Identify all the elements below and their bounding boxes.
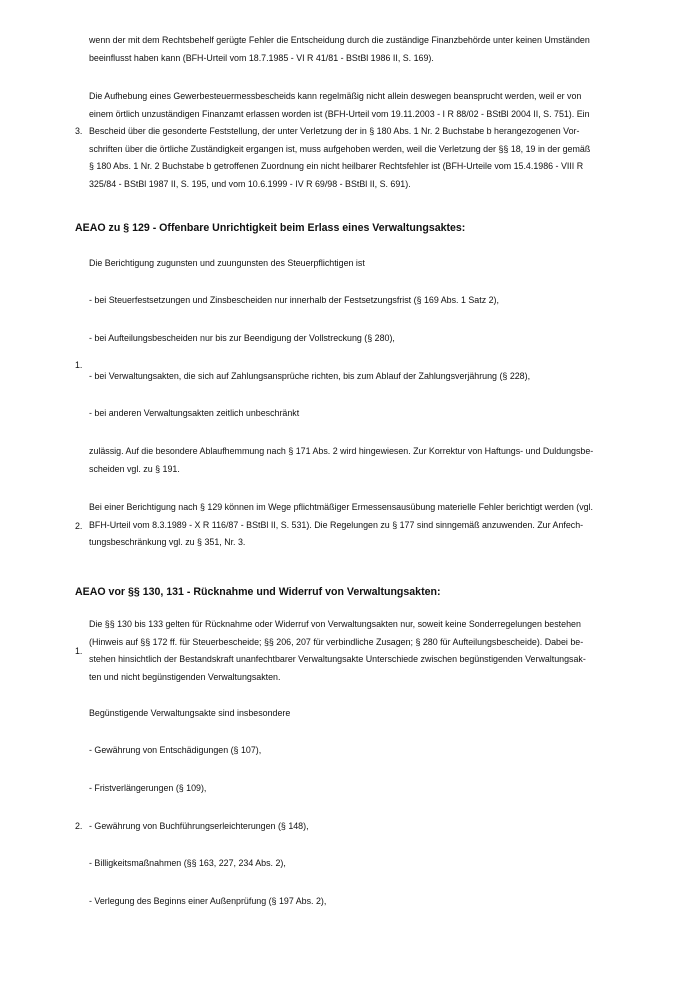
section130-bullet-5: - Verlegung des Beginns einer Außenprüfung (§ 197 Abs. 2), [89,896,327,906]
item-number-3: 3. [75,126,83,136]
paragraph-continuation: wenn der mit dem Rechtsbehelf gerügte Fehler die Entscheidung durch die zuständige Finanzbehörde unter keinen Umständen beeinflusst haben kann (BFH-Urteil vom 18.7.1985 - VI R 41/81 - BStBl 1986 II, S. 169). [89,35,590,63]
item-number-1: 1. [75,360,83,370]
section129-bullet-2: - bei Aufteilungsbescheiden nur bis zur Beendigung der Vollstreckung (§ 280), [89,333,395,343]
item-number-1: 1. [75,646,83,656]
section130-bullet-3: - Gewährung von Buchführungserleichterungen (§ 148), [89,821,309,831]
section129-bullet-1: - bei Steuerfestsetzungen und Zinsbescheiden nur innerhalb der Festsetzungsfrist (§ 169 Abs. 1 Satz 2), [89,295,499,305]
section130-paragraph-1: Die §§ 130 bis 133 gelten für Rücknahme oder Widerruf von Verwaltungsakten nur, soweit keine Sonderregelungen bestehen (Hinweis auf §§ 172 ff. für Steuerbescheide; §§ 206, 207 für verbindliche Zusagen; § 280 für Aufteilungsbescheide). Dabei be- stehen hinsichtlich der Bestandskraft unanfechtbarer Verwaltungsakte Unterschiede zwischen begünstigenden Verwaltungsak- ten und nicht begünstigenden Verwaltungsakten. [89,619,586,682]
section129-paragraph-2: Bei einer Berichtigung nach § 129 können im Wege pflichtmäßiger Ermessensausübung materielle Fehler berichtigt werden (vgl. BFH-Urteil vom 8.3.1989 - X R 116/87 - BStBl II, S. 531). Die Regelungen zu § 177 sind sinngemäß anzuwenden. Zur Anfech- tungsbeschränkung vgl. zu § 351, Nr. 3. [89,502,594,547]
paragraph-3: Die Aufhebung eines Gewerbesteuermessbescheids kann regelmäßig nicht allein deswegen beansprucht werden, weil er von einem örtlich unzuständigen Finanzamt erlassen worden ist (BFH-Urteil vom 19.11.2003 - I R 88/02 - BStBl 2004 II, S. 751). Ein Bescheid über die gesonderte Feststellung, der unter Verletzung der in § 180 Abs. 1 Nr. 2 Buchstabe b herangezogenen Vor- schriften über die örtliche Zuständigkeit ergangen ist, muss aufgehoben werden, weil die Verletzung der §§ 18, 19 in der gemäß § 180 Abs. 1 Nr. 2 Buchstabe b getroffenen Zuordnung ein nicht heilbarer Rechtsfehler ist (BFH-Urteile vom 15.4.1986 - VIII R 325/84 - BStBl 1987 II, S. 195, und vom 10.6.1999 - IV R 69/98 - BStBl II, S. 691). [89,91,591,189]
section130-bullet-1: - Gewährung von Entschädigungen (§ 107), [89,745,262,755]
section129-bullet-3: - bei Verwaltungsakten, die sich auf Zahlungsansprüche richten, bis zum Ablauf der Zahlungsverjährung (§ 228), [89,371,531,381]
section129-bullet-4: - bei anderen Verwaltungsakten zeitlich unbeschränkt [89,408,300,418]
section129-tail: zulässig. Auf die besondere Ablaufhemmung nach § 171 Abs. 2 wird hingewiesen. Zur Korrektur von Haftungs- und Duldungsbe- scheiden vgl. zu § 191. [89,446,594,474]
item-number-2: 2. [75,521,83,531]
section129-lead: Die Berichtigung zugunsten und zuungunsten des Steuerpflichtigen ist [89,258,365,268]
section130-bullet-2: - Fristverlängerungen (§ 109), [89,783,207,793]
section130-bullet-4: - Billigkeitsmaßnahmen (§§ 163, 227, 234 Abs. 2), [89,858,286,868]
section-heading-130-131: AEAO vor §§ 130, 131 - Rücknahme und Widerruf von Verwaltungsakten: [75,586,441,598]
section-heading-129: AEAO zu § 129 - Offenbare Unrichtigkeit beim Erlass eines Verwaltungsaktes: [75,222,466,234]
section130-lead: Begünstigende Verwaltungsakte sind insbesondere [89,708,291,718]
item-number-2: 2. [75,821,83,831]
